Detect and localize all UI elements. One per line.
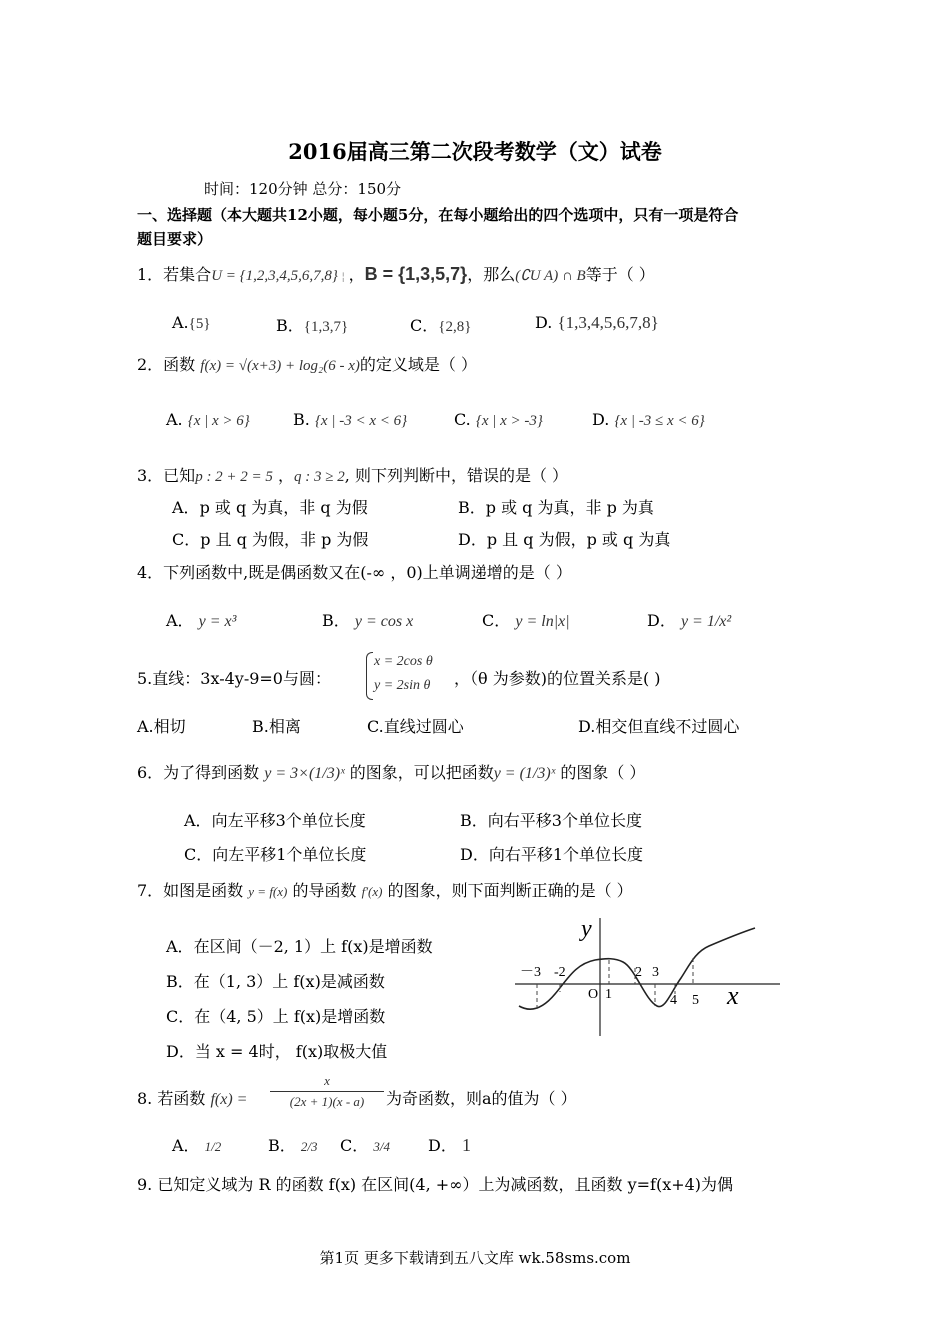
option-label: D． (458, 530, 487, 549)
q7-f: y = f(x) (248, 884, 288, 899)
q4-option-c[interactable] (482, 608, 570, 631)
question-2 (137, 352, 477, 375)
section-heading: 一、选择题（本大题共12小题，每小题5分，在每小题给出的四个选项中，只有一项是符合 (137, 206, 739, 224)
q7-option-b[interactable] (166, 969, 385, 992)
option-value: 1 (461, 1135, 471, 1155)
q1-option-b[interactable] (276, 313, 348, 336)
q2-option-a[interactable] (166, 410, 250, 430)
q7-fp: f′(x) (361, 884, 383, 899)
option-value: 向右平移3个单位长度 (487, 811, 642, 830)
q7-option-d[interactable] (166, 1039, 387, 1062)
q3-option-d[interactable] (458, 527, 670, 550)
tick-label: 5 (692, 993, 699, 1008)
option-value: y = ln|x| (515, 613, 570, 630)
q3-p: p : 2 + 2 = 5 (195, 469, 273, 485)
exam-info: 时间：120分钟 总分：150分 (204, 180, 402, 198)
q3-option-a[interactable] (172, 495, 368, 518)
tick-label: 1 (605, 987, 612, 1002)
option-label: D. (592, 410, 610, 429)
option-label: A. (166, 410, 183, 429)
option-value: p 或 q 为真，非 q 为假 (199, 498, 368, 517)
q4-option-b[interactable] (322, 608, 413, 631)
tick-label: 2 (635, 965, 642, 980)
q4-option-a[interactable] (166, 608, 236, 631)
option-value: 当 x = 4时， f(x)取极大值 (194, 1042, 388, 1061)
q3-q: q : 3 ≥ 2 (294, 469, 345, 485)
option-value: y = cos x (354, 613, 414, 630)
q8-denominator: (2x + 1)(x - a) (289, 1094, 365, 1109)
q7-suffix: 的图象，则下面判断正确的是（ ） (387, 881, 633, 900)
q2-suffix: 的定义域是（ ） (359, 355, 477, 374)
q3-prefix: 3．已知 (137, 466, 196, 485)
q2-prefix: 2．函数 (137, 355, 196, 374)
q5-eq2: y = 2sin θ (374, 678, 431, 693)
q1-suffix: 等于（ ） (585, 265, 655, 284)
q7-mid: 的导函数 (292, 881, 357, 900)
option-value: y = 1/x² (680, 613, 732, 630)
q7-option-c[interactable] (166, 1004, 385, 1027)
question-9: 9. 已知定义域为 R 的函数 f(x) 在区间(4, +∞）上为减函数，且函数 y=f(x+4)为偶 (137, 1175, 734, 1194)
option-label: A. (137, 717, 154, 736)
option-label: A． (166, 611, 194, 630)
derivative-graph (505, 908, 785, 1038)
q5-option-a[interactable] (137, 714, 186, 737)
q8-lhs: f(x) = (210, 1091, 248, 1108)
q2-option-d[interactable] (592, 410, 705, 430)
option-value: {x | -3 < x < 6} (314, 413, 408, 429)
q2-func: f(x) = √(x+3) + log₂(6 - x) (200, 358, 360, 374)
q6-prefix: 6．为了得到函数 (137, 763, 260, 782)
option-label: B． (458, 498, 486, 517)
q3-option-b[interactable] (458, 495, 654, 518)
option-value: {5} (188, 316, 211, 332)
q8-prefix: 8. 若函数 (137, 1089, 206, 1108)
option-value: {1,3,7} (303, 319, 349, 335)
q6-mid: 的图象，可以把函数 (349, 763, 494, 782)
q1-option-d[interactable] (535, 313, 659, 333)
q1-mid: ，那么 (467, 265, 516, 284)
q8-option-a[interactable] (172, 1133, 221, 1156)
q5-option-c[interactable] (367, 714, 464, 737)
option-label: A． (172, 498, 200, 517)
option-value: p 或 q 为真，非 p 为真 (485, 498, 654, 517)
q3-suffix: , 则下列判断中，错误的是（ ） (344, 466, 569, 485)
option-label: D. (535, 313, 553, 332)
option-label: B. (293, 410, 310, 429)
option-label: D． (647, 611, 676, 630)
option-label: A． (166, 937, 194, 956)
section-heading-cont: 题目要求） (137, 230, 213, 248)
option-value: 2/3 (300, 1139, 318, 1154)
question-6 (137, 760, 645, 783)
q7-prefix: 7．如图是函数 (137, 881, 244, 900)
option-value: y = x³ (198, 613, 237, 630)
option-label: B． (322, 611, 350, 630)
q8-option-d[interactable] (428, 1133, 471, 1156)
q5-option-d[interactable] (578, 714, 739, 737)
tick-label: -2 (554, 965, 566, 980)
page-footer: 第1页 更多下载请到五八文库 wk.58sms.com (319, 1249, 631, 1267)
option-label: C． (340, 1136, 369, 1155)
q5-suffix: ，（θ 为参数)的位置关系是( ) (454, 669, 661, 688)
option-label: B． (276, 316, 304, 335)
option-label: D． (428, 1136, 457, 1155)
question-1: 1．若集合U = {1,2,3,4,5,6,7,8} ¦ ，B = {1,3,5,7}，那么(∁U A) ∩ B等于（ ） (137, 264, 655, 284)
x-axis-label: x (727, 981, 739, 1010)
option-label: B． (460, 811, 488, 830)
q6-f1: y = 3×(1/3)ˣ (264, 765, 345, 782)
option-label: C． (410, 316, 439, 335)
q6-option-d[interactable] (460, 842, 643, 865)
option-value: 相切 (153, 717, 186, 736)
q6-option-b[interactable] (460, 808, 642, 831)
option-label: B． (166, 972, 194, 991)
option-value: {2,8} (438, 319, 472, 335)
q1-option-a[interactable] (172, 313, 211, 333)
q1-u-set: U = {1,2,3,4,5,6,7,8} (211, 268, 338, 284)
tick-label: 3 (652, 965, 659, 980)
option-value: 在（1, 3）上 f(x)是减函数 (193, 972, 385, 991)
option-label: A. (172, 313, 189, 332)
option-label: C． (172, 530, 201, 549)
tick-label: 4 (670, 993, 677, 1008)
option-label: C. (367, 717, 384, 736)
option-label: C． (184, 845, 213, 864)
q7-option-a[interactable] (166, 934, 433, 957)
q5-eq1: x = 2cos θ (374, 654, 433, 669)
page-title: 2016届高三第二次段考数学（文）试卷 (288, 139, 662, 164)
option-label: D. (578, 717, 596, 736)
question-4: 4．下列函数中,既是偶函数又在(-∞ ，0)上单调递增的是（ ） (137, 563, 572, 582)
option-value: {x | x > 6} (187, 413, 250, 429)
option-label: B． (268, 1136, 296, 1155)
option-label: C． (166, 1007, 195, 1026)
option-value: 向右平移1个单位长度 (488, 845, 644, 864)
q2-option-b[interactable] (293, 410, 407, 430)
question-3: 3．已知p : 2 + 2 = 5 ，q : 3 ≥ 2, 则下列判断中，错误的是（ ） (137, 466, 569, 485)
q8-fraction (270, 1073, 384, 1110)
brace (366, 652, 373, 700)
q4-option-d[interactable] (647, 608, 731, 631)
q8-option-c[interactable] (340, 1133, 390, 1156)
option-value: {x | -3 ≤ x < 6} (614, 413, 705, 429)
q3-option-c[interactable] (172, 527, 368, 550)
option-label: B. (252, 717, 269, 736)
question-5 (137, 666, 331, 689)
q1-option-c[interactable] (410, 313, 471, 336)
q6-option-c[interactable] (184, 842, 366, 865)
origin-label: O (588, 987, 599, 1002)
option-label: A． (172, 1136, 200, 1155)
question-7 (137, 878, 633, 901)
option-value: p 且 q 为假，p 或 q 为真 (486, 530, 671, 549)
option-value: 向左平移3个单位长度 (211, 811, 366, 830)
question-8 (137, 1086, 247, 1109)
q1-b-set: B = {1,3,5,7} (364, 264, 468, 284)
option-label: C. (454, 410, 471, 429)
q6-f2: y = (1/3)ˣ (493, 765, 556, 782)
q1-prefix: 1．若集合 (137, 265, 212, 284)
q6-suffix: 的图象（ ） (560, 763, 646, 782)
q2-option-c[interactable] (454, 410, 543, 430)
tick-label: －3 (520, 965, 541, 980)
q8-option-b[interactable] (268, 1133, 317, 1156)
option-label: D． (460, 845, 489, 864)
option-value: 相交但直线不过圆心 (595, 717, 740, 736)
option-value: {1,3,4,5,6,7,8} (557, 313, 659, 332)
q8-numerator: x (270, 1073, 384, 1092)
option-label: D． (166, 1042, 195, 1061)
option-value: 向左平移1个单位长度 (212, 845, 367, 864)
option-value: {x | x > -3} (475, 413, 543, 429)
option-label: A． (184, 811, 212, 830)
q8-suffix: 为奇函数，则a的值为（ ） (386, 1089, 577, 1108)
y-axis-label: y (581, 916, 592, 942)
q5-prefix: 5.直线：3x-4y-9=0与圆： (137, 669, 331, 688)
option-label: C． (482, 611, 511, 630)
option-value: 1/2 (204, 1139, 222, 1154)
option-value: p 且 q 为假，非 p 为假 (200, 530, 369, 549)
q5-option-b[interactable] (252, 714, 301, 737)
option-value: 3/4 (373, 1139, 390, 1154)
option-value: 直线过圆心 (383, 717, 464, 736)
option-value: 在区间（－2, 1）上 f(x)是增函数 (193, 937, 433, 956)
q6-option-a[interactable] (184, 808, 366, 831)
option-value: 在（4, 5）上 f(x)是增函数 (194, 1007, 386, 1026)
option-value: 相离 (268, 717, 301, 736)
q1-expr: (∁U A) ∩ B (515, 268, 586, 284)
